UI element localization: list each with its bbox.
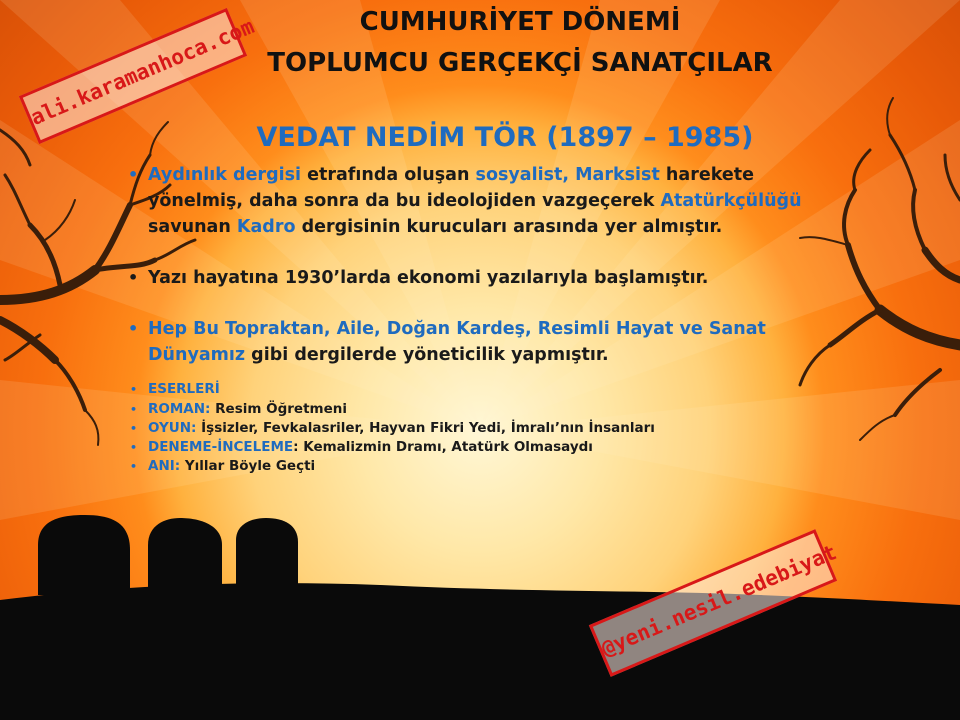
- works-item-deneme: • DENEME-İNCELEME: Kemalizmin Dramı, Atatürk Olmasaydı: [130, 439, 593, 455]
- bullet-dot: •: [128, 268, 139, 287]
- author-heading: VEDAT NEDİM TÖR (1897 – 1985): [256, 122, 754, 153]
- gravestone-left: [38, 515, 130, 595]
- works-heading: • ESERLERİ: [130, 381, 220, 397]
- bullet-dergiler: • Hep Bu Topraktan, Aile, Doğan Kardeş, Resimli Hayat ve Sanat Dünyamız gibi dergilerde yöneticilik yapmıştır.: [148, 316, 848, 368]
- bullet-dot: •: [128, 165, 139, 184]
- gravestone-right: [236, 518, 298, 595]
- bullet-dot: •: [128, 319, 139, 338]
- watermark-stamp-top-left: ali.karamanhoca.com: [19, 8, 247, 144]
- bullet-yazi-hayati: • Yazı hayatına 1930’larda ekonomi yazılarıyla başlamıştır.: [148, 265, 848, 291]
- slide-title-line2: TOPLUMCU GERÇEKÇİ SANATÇILAR: [267, 48, 773, 78]
- works-item-oyun: • OYUN: İşsizler, Fevkalasriler, Hayvan Fikri Yedi, İmralı’nın İnsanları: [130, 420, 655, 436]
- works-item-roman: • ROMAN: Resim Öğretmeni: [130, 401, 348, 417]
- works-item-ani: • ANI: Yıllar Böyle Geçti: [130, 458, 316, 474]
- watermark-stamp-bottom-right: @yeni.nesil.edebiyat: [589, 529, 837, 677]
- gravestone-middle: [148, 518, 222, 595]
- bullet-aydinlik: • Aydınlık dergisi etrafında oluşan sosyalist, Marksist harekete yönelmiş, daha sonra da bu ideolojiden vazgeçerek Atatürkçülüğü savunan Kadro dergisinin kurucuları arasında yer almıştır.: [148, 162, 848, 240]
- slide-title-line1: CUMHURİYET DÖNEMİ: [359, 7, 681, 37]
